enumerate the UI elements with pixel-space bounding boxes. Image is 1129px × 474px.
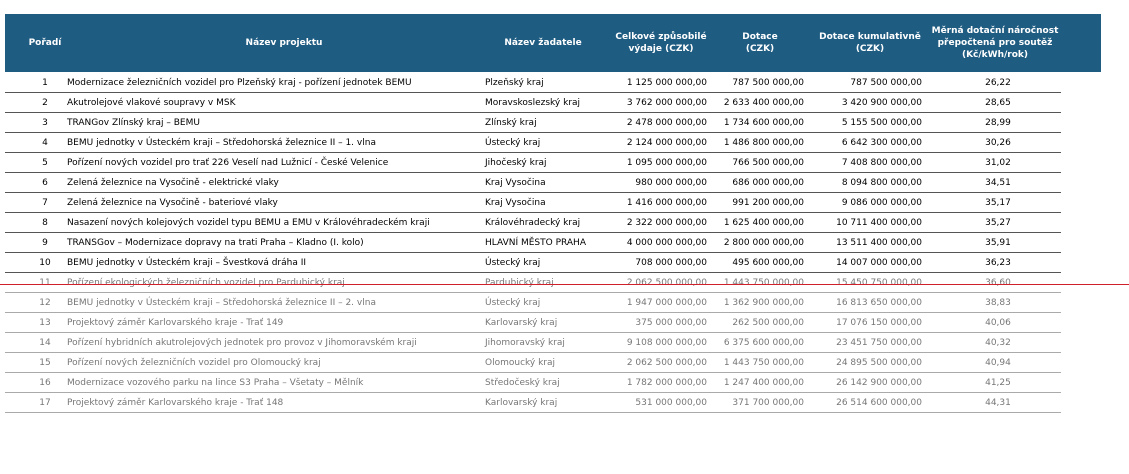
project-name-cell: BEMU jednotky v Ústeckém kraji – Švestková dráha II [67, 258, 307, 268]
table-row [5, 233, 1061, 253]
eligible-cost-cell: 9 108 000 000,00 [626, 338, 707, 348]
project-name-cell: BEMU jednotky v Ústeckém kraji – Středohorská železnice II – 2. vlna [67, 298, 376, 308]
subsidy-cell: 1 443 750 000,00 [723, 358, 804, 368]
header-applicant: Název žadatele [504, 38, 582, 48]
table-row [5, 333, 1061, 353]
applicant-cell: Ústecký kraj [485, 258, 541, 268]
header-efficiency: Měrná dotační náročnost přepočtená pro soutěž (Kč/kWh/rok) [931, 26, 1059, 60]
project-name-cell: Pořízení nových vozidel pro trať 226 Veselí nad Lužnicí - České Velenice [67, 158, 389, 168]
applicant-cell: Karlovarský kraj [485, 318, 558, 328]
applicant-cell: HLAVNÍ MĚSTO PRAHA [485, 238, 586, 248]
project-name-cell: Modernizace vozového parku na lince S3 Praha – Všetaty – Mělník [67, 378, 364, 388]
subsidy-cell: 766 500 000,00 [732, 158, 804, 168]
cumulative-subsidy-cell: 26 142 900 000,00 [836, 378, 922, 388]
table-row [5, 213, 1061, 233]
project-name-cell: Zelená železnice na Vysočině - elektrické vlaky [67, 178, 279, 188]
subsidy-cell: 787 500 000,00 [732, 78, 804, 88]
cumulative-subsidy-cell: 5 155 500 000,00 [841, 118, 922, 128]
subsidy-cell: 1 247 400 000,00 [723, 378, 804, 388]
table-row [5, 133, 1061, 153]
eligible-cost-cell: 1 947 000 000,00 [626, 298, 707, 308]
efficiency-cell: 26,22 [985, 78, 1011, 88]
eligible-cost-cell: 2 124 000 000,00 [626, 138, 707, 148]
rank-cell: 6 [42, 178, 48, 188]
applicant-cell: Plzeňský kraj [485, 78, 544, 88]
eligible-cost-cell: 2 062 500 000,00 [626, 278, 707, 288]
subsidy-cell: 991 200 000,00 [732, 198, 804, 208]
subsidy-cell: 371 700 000,00 [732, 398, 804, 408]
project-name-cell: Projektový záměr Karlovarského kraje - Trať 148 [67, 398, 284, 408]
table-row [5, 273, 1061, 293]
cumulative-subsidy-cell: 8 094 800 000,00 [841, 178, 922, 188]
eligible-cost-cell: 2 062 500 000,00 [626, 358, 707, 368]
applicant-cell: Středočeský kraj [485, 378, 560, 388]
header-cumulative-subsidy: Dotace kumulativně (CZK) [819, 32, 921, 54]
rank-cell: 1 [42, 78, 48, 88]
rank-cell: 7 [42, 198, 48, 208]
efficiency-cell: 35,17 [985, 198, 1011, 208]
subsidy-cell: 1 625 400 000,00 [723, 218, 804, 228]
applicant-cell: Ústecký kraj [485, 298, 541, 308]
applicant-cell: Pardubický kraj [485, 278, 554, 288]
table-row [5, 313, 1061, 333]
efficiency-cell: 40,06 [985, 318, 1011, 328]
applicant-cell: Moravskoslezský kraj [485, 98, 581, 108]
project-name-cell: Modernizace železničních vozidel pro Plzeňský kraj - pořízení jednotek BEMU [67, 78, 412, 88]
project-name-cell: Zelená železnice na Vysočině - bateriové vlaky [67, 198, 278, 208]
rank-cell: 8 [42, 218, 48, 228]
efficiency-cell: 28,99 [985, 118, 1011, 128]
rank-cell: 14 [39, 338, 51, 348]
efficiency-cell: 40,94 [985, 358, 1011, 368]
table-row [5, 293, 1061, 313]
rank-cell: 16 [39, 378, 51, 388]
subsidy-cell: 6 375 600 000,00 [723, 338, 804, 348]
table-row [5, 113, 1061, 133]
applicant-cell: Kraj Vysočina [485, 178, 546, 188]
efficiency-cell: 38,83 [985, 298, 1011, 308]
table-header [5, 14, 1101, 72]
eligible-cost-cell: 980 000 000,00 [635, 178, 707, 188]
table-row [5, 253, 1061, 273]
rank-cell: 5 [42, 158, 48, 168]
cumulative-subsidy-cell: 6 642 300 000,00 [841, 138, 922, 148]
rank-cell: 12 [39, 298, 51, 308]
eligible-cost-cell: 3 762 000 000,00 [626, 98, 707, 108]
efficiency-cell: 40,32 [985, 338, 1011, 348]
subsidy-cell: 1 734 600 000,00 [723, 118, 804, 128]
project-name-cell: Pořízení ekologických železničních vozidel pro Pardubický kraj [67, 278, 345, 288]
efficiency-cell: 35,27 [985, 218, 1011, 228]
funding-cutoff-line [0, 284, 1129, 285]
project-name-cell: Pořízení nových železničních vozidel pro Olomoucký kraj [67, 358, 321, 368]
table-row [5, 373, 1061, 393]
subsidy-cell: 495 600 000,00 [732, 258, 804, 268]
rank-cell: 2 [42, 98, 48, 108]
cumulative-subsidy-cell: 14 007 000 000,00 [836, 258, 922, 268]
rank-cell: 11 [39, 278, 51, 288]
efficiency-cell: 44,31 [985, 398, 1011, 408]
subsidy-cell: 1 486 800 000,00 [723, 138, 804, 148]
table-body [5, 73, 1101, 413]
rank-cell: 13 [39, 318, 51, 328]
efficiency-cell: 28,65 [985, 98, 1011, 108]
subsidy-cell: 262 500 000,00 [732, 318, 804, 328]
table-row [5, 93, 1061, 113]
project-name-cell: Akutrolejové vlakové soupravy v MSK [67, 98, 236, 108]
header-subsidy: Dotace (CZK) [742, 32, 778, 54]
rank-cell: 4 [42, 138, 48, 148]
efficiency-cell: 36,23 [985, 258, 1011, 268]
eligible-cost-cell: 1 782 000 000,00 [626, 378, 707, 388]
rank-cell: 10 [39, 258, 51, 268]
applicant-cell: Kraj Vysočina [485, 198, 546, 208]
applicant-cell: Zlínský kraj [485, 118, 537, 128]
table-row [5, 153, 1061, 173]
cumulative-subsidy-cell: 15 450 750 000,00 [836, 278, 922, 288]
cumulative-subsidy-cell: 787 500 000,00 [850, 78, 922, 88]
efficiency-cell: 34,51 [985, 178, 1011, 188]
subsidy-cell: 2 633 400 000,00 [723, 98, 804, 108]
rank-cell: 17 [39, 398, 51, 408]
project-name-cell: Projektový záměr Karlovarského kraje - Trať 149 [67, 318, 284, 328]
project-name-cell: BEMU jednotky v Ústeckém kraji – Středohorská železnice II – 1. vlna [67, 138, 376, 148]
subsidy-cell: 1 362 900 000,00 [723, 298, 804, 308]
eligible-cost-cell: 1 416 000 000,00 [626, 198, 707, 208]
table-row [5, 73, 1061, 93]
cumulative-subsidy-cell: 10 711 400 000,00 [836, 218, 922, 228]
cumulative-subsidy-cell: 26 514 600 000,00 [836, 398, 922, 408]
rank-cell: 15 [39, 358, 51, 368]
efficiency-cell: 31,02 [985, 158, 1011, 168]
eligible-cost-cell: 1 125 000 000,00 [626, 78, 707, 88]
eligible-cost-cell: 1 095 000 000,00 [626, 158, 707, 168]
applicant-cell: Olomoucký kraj [485, 358, 556, 368]
header-rank: Pořadí [28, 38, 62, 48]
cumulative-subsidy-cell: 9 086 000 000,00 [841, 198, 922, 208]
cumulative-subsidy-cell: 13 511 400 000,00 [836, 238, 922, 248]
project-name-cell: TRANGov Zlínský kraj – BEMU [67, 118, 200, 128]
project-name-cell: Nasazení nových kolejových vozidel typu BEMU a EMU v Královéhradeckém kraji [67, 218, 430, 228]
project-name-cell: TRANSGov – Modernizace dopravy na trati Praha – Kladno (I. kolo) [67, 238, 364, 248]
table-row [5, 173, 1061, 193]
cumulative-subsidy-cell: 23 451 750 000,00 [836, 338, 922, 348]
efficiency-cell: 41,25 [985, 378, 1011, 388]
subsidy-cell: 686 000 000,00 [732, 178, 804, 188]
eligible-cost-cell: 2 478 000 000,00 [626, 118, 707, 128]
subsidy-cell: 2 800 000 000,00 [723, 238, 804, 248]
efficiency-cell: 30,26 [985, 138, 1011, 148]
rank-cell: 3 [42, 118, 48, 128]
table-row [5, 193, 1061, 213]
project-name-cell: Pořízení hybridních akutrolejových jednotek pro provoz v Jihomoravském kraji [67, 338, 417, 348]
applicant-cell: Ústecký kraj [485, 138, 541, 148]
eligible-cost-cell: 708 000 000,00 [635, 258, 707, 268]
applicant-cell: Jihomoravský kraj [485, 338, 565, 348]
cumulative-subsidy-cell: 24 895 500 000,00 [836, 358, 922, 368]
eligible-cost-cell: 2 322 000 000,00 [626, 218, 707, 228]
applicant-cell: Královéhradecký kraj [485, 218, 581, 228]
header-project-name: Název projektu [245, 38, 323, 48]
cumulative-subsidy-cell: 16 813 650 000,00 [836, 298, 922, 308]
subsidy-cell: 1 443 750 000,00 [723, 278, 804, 288]
table-row [5, 353, 1061, 373]
cumulative-subsidy-cell: 3 420 900 000,00 [841, 98, 922, 108]
table-row [5, 393, 1061, 413]
rank-cell: 9 [42, 238, 48, 248]
efficiency-cell: 35,91 [985, 238, 1011, 248]
header-eligible-cost: Celkové způsobilé výdaje (CZK) [615, 32, 707, 54]
efficiency-cell: 36,60 [985, 278, 1011, 288]
applicant-cell: Jihočeský kraj [485, 158, 547, 168]
eligible-cost-cell: 375 000 000,00 [635, 318, 707, 328]
eligible-cost-cell: 531 000 000,00 [635, 398, 707, 408]
applicant-cell: Karlovarský kraj [485, 398, 558, 408]
cumulative-subsidy-cell: 17 076 150 000,00 [836, 318, 922, 328]
eligible-cost-cell: 4 000 000 000,00 [626, 238, 707, 248]
cumulative-subsidy-cell: 7 408 800 000,00 [841, 158, 922, 168]
